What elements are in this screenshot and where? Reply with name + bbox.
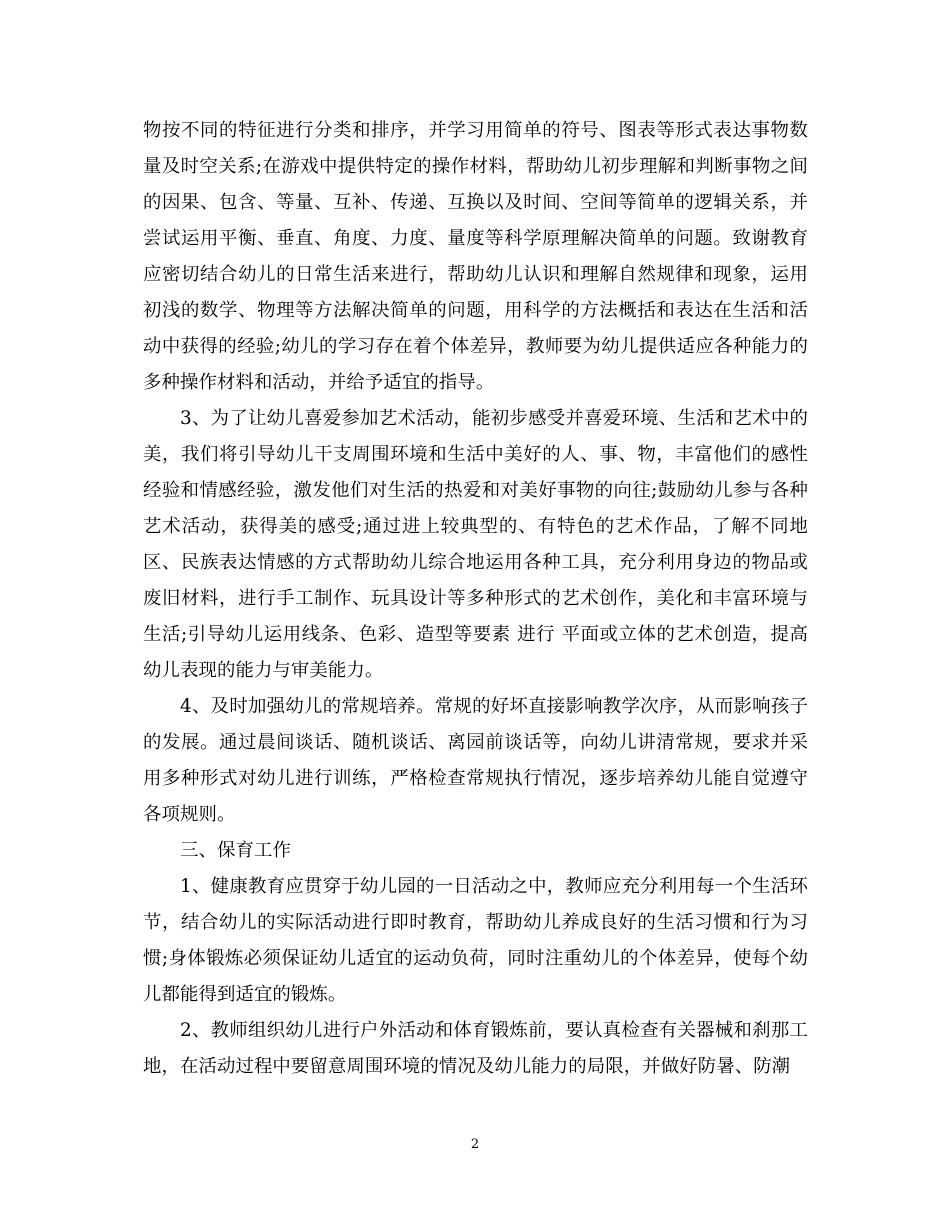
- paragraph-art-activities: 3、为了让幼儿喜爱参加艺术活动，能初步感受并喜爱环境、生活和艺术中的美，我们将引导幼儿干支周围环境和生活中美好的人、事、物，丰富他们的感性经验和情感经验，激发他们对生活的热爱和对美好事物的向往;鼓励幼儿参与各种艺术活动，获得美的感受;通过进上较典型的、有特色的艺术作品，了解不同地区、民族表达情感的方式帮助幼儿综合地运用各种工具，充分利用身边的物品或废旧材料，进行手工制作、玩具设计等多种形式的艺术创作，美化和丰富环境与生活;引导幼儿运用线条、色彩、造型等要素 进行 平面或立体的艺术创造，提高幼儿表现的能力与审美能力。: [143, 408, 808, 681]
- document-body: [143, 113, 808, 1085]
- page-number: 2: [470, 1137, 480, 1152]
- paragraph-routine-training: 4、及时加强幼儿的常规培养。常规的好坏直接影响教学次序，从而影响孩子的发展。通过晨间谈话、随机谈话、离园前谈话等，向幼儿讲清常规，要求并采用多种形式对幼儿进行训练，严格检查常规执行情况，逐步培养幼儿能自觉遵守各项规则。: [143, 696, 808, 825]
- paragraph-continuation: 物按不同的特征进行分类和排序，并学习用简单的符号、图表等形式表达事物数量及时空关系;在游戏中提供特定的操作材料，帮助幼儿初步理解和判断事物之间的因果、包含、等量、互补、传递、互换以及时间、空间等简单的逻辑关系，并尝试运用平衡、垂直、角度、力度、量度等科学原理解决简单的问题。致谢教育应密切结合幼儿的日常生活来进行，帮助幼儿认识和理解自然规律和现象，运用初浅的数学、物理等方法解决简单的问题，用科学的方法概括和表达在生活和活动中获得的经验;幼儿的学习存在着个体差异，教师要为幼儿提供适应各种能力的多种操作材料和活动，并给予适宜的指导。: [143, 120, 808, 393]
- paragraph-health-education: 1、健康教育应贯穿于幼儿园的一日活动之中，教师应充分利用每一个生活环节，结合幼儿的实际活动进行即时教育，帮助幼儿养成良好的生活习惯和行为习惯;身体锻炼必须保证幼儿适宜的运动负荷，同时注重幼儿的个体差异，使每个幼儿都能得到适宜的锻炼。: [143, 876, 808, 1005]
- section-heading-childcare: 三、保育工作: [180, 840, 291, 861]
- paragraph-outdoor-activities: 2、教师组织幼儿进行户外活动和体育锻炼前，要认真检查有关器械和刹那工地，在活动过程中要留意周围环境的情况及幼儿能力的局限，并做好防暑、防潮: [143, 1020, 808, 1077]
